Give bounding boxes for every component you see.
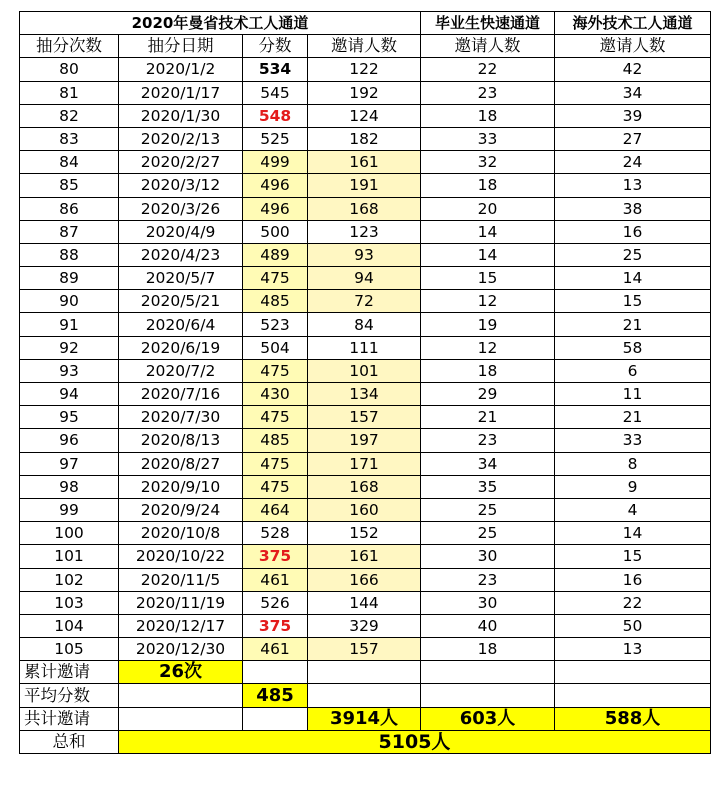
cell-score: 545 xyxy=(243,81,308,104)
table-row xyxy=(20,313,711,336)
cell-grad-invitations: 18 xyxy=(421,174,555,197)
average-value: 485 xyxy=(243,684,308,707)
cell-score: 525 xyxy=(243,127,308,150)
cell-grad-invitations: 23 xyxy=(421,568,555,591)
cell-invitations: 161 xyxy=(308,151,421,174)
cell-draw-number: 85 xyxy=(20,174,119,197)
col-header-date: 抽分日期 xyxy=(119,35,243,58)
cell-grad-invitations: 29 xyxy=(421,383,555,406)
cell-overseas-invitations: 38 xyxy=(555,197,711,220)
cell-draw-date: 2020/5/21 xyxy=(119,290,243,313)
cell-draw-date: 2020/11/5 xyxy=(119,568,243,591)
cell-draw-number: 102 xyxy=(20,568,119,591)
average-label: 平均分数 xyxy=(20,684,119,707)
cell-overseas-invitations: 33 xyxy=(555,429,711,452)
cell-draw-date: 2020/6/4 xyxy=(119,313,243,336)
cell-draw-number: 97 xyxy=(20,452,119,475)
cell-grad-invitations: 14 xyxy=(421,243,555,266)
cell-invitations: 182 xyxy=(308,127,421,150)
header-grad-stream: 毕业生快速通道 xyxy=(421,12,555,35)
cell-score: 475 xyxy=(243,406,308,429)
cell-grad-invitations: 30 xyxy=(421,545,555,568)
table-row xyxy=(20,452,711,475)
cell-overseas-invitations: 15 xyxy=(555,545,711,568)
cell-invitations: 192 xyxy=(308,81,421,104)
cell-draw-number: 86 xyxy=(20,197,119,220)
empty-cell xyxy=(243,707,308,730)
cell-grad-invitations: 40 xyxy=(421,614,555,637)
table-row xyxy=(20,359,711,382)
cell-draw-date: 2020/5/7 xyxy=(119,267,243,290)
cell-score: 489 xyxy=(243,243,308,266)
cell-overseas-invitations: 27 xyxy=(555,127,711,150)
empty-cell xyxy=(119,707,243,730)
cell-invitations: 152 xyxy=(308,522,421,545)
cell-overseas-invitations: 15 xyxy=(555,290,711,313)
cell-draw-number: 103 xyxy=(20,591,119,614)
cell-score: 375 xyxy=(243,614,308,637)
cell-invitations: 123 xyxy=(308,220,421,243)
cell-grad-invitations: 25 xyxy=(421,498,555,521)
cell-grad-invitations: 23 xyxy=(421,429,555,452)
sum-label: 总和 xyxy=(20,730,119,753)
cell-overseas-invitations: 21 xyxy=(555,313,711,336)
cell-invitations: 191 xyxy=(308,174,421,197)
table-row xyxy=(20,498,711,521)
cell-draw-date: 2020/3/12 xyxy=(119,174,243,197)
cell-invitations: 157 xyxy=(308,406,421,429)
cell-score: 534 xyxy=(243,58,308,81)
cell-grad-invitations: 32 xyxy=(421,151,555,174)
cumulative-label: 累计邀请 xyxy=(20,661,119,684)
cell-overseas-invitations: 58 xyxy=(555,336,711,359)
cell-overseas-invitations: 6 xyxy=(555,359,711,382)
cell-draw-date: 2020/4/9 xyxy=(119,220,243,243)
table-row xyxy=(20,475,711,498)
col-header-grad-invitations: 邀请人数 xyxy=(421,35,555,58)
cell-grad-invitations: 34 xyxy=(421,452,555,475)
cell-grad-invitations: 33 xyxy=(421,127,555,150)
cell-draw-number: 80 xyxy=(20,58,119,81)
cell-draw-date: 2020/8/27 xyxy=(119,452,243,475)
cell-draw-date: 2020/7/16 xyxy=(119,383,243,406)
cell-grad-invitations: 22 xyxy=(421,58,555,81)
sum-value: 5105人 xyxy=(119,730,711,753)
cell-invitations: 94 xyxy=(308,267,421,290)
cell-draw-date: 2020/1/17 xyxy=(119,81,243,104)
cell-score: 375 xyxy=(243,545,308,568)
table-row xyxy=(20,81,711,104)
total-label: 共计邀请 xyxy=(20,707,119,730)
cell-invitations: 134 xyxy=(308,383,421,406)
cell-invitations: 157 xyxy=(308,638,421,661)
summary-row-sum xyxy=(20,730,711,753)
summary-row-average xyxy=(20,684,711,707)
cell-draw-date: 2020/9/24 xyxy=(119,498,243,521)
cell-grad-invitations: 12 xyxy=(421,290,555,313)
cell-score: 528 xyxy=(243,522,308,545)
total-grad-value: 603人 xyxy=(421,707,555,730)
total-overseas-value: 588人 xyxy=(555,707,711,730)
table-row xyxy=(20,638,711,661)
cell-overseas-invitations: 24 xyxy=(555,151,711,174)
summary-row-total xyxy=(20,707,711,730)
table-row xyxy=(20,522,711,545)
cell-draw-date: 2020/2/13 xyxy=(119,127,243,150)
cell-draw-number: 95 xyxy=(20,406,119,429)
cell-overseas-invitations: 13 xyxy=(555,174,711,197)
cell-draw-number: 84 xyxy=(20,151,119,174)
cell-overseas-invitations: 22 xyxy=(555,591,711,614)
cell-score: 430 xyxy=(243,383,308,406)
table-row xyxy=(20,406,711,429)
cell-invitations: 72 xyxy=(308,290,421,313)
cell-invitations: 93 xyxy=(308,243,421,266)
cell-overseas-invitations: 34 xyxy=(555,81,711,104)
cell-invitations: 122 xyxy=(308,58,421,81)
cell-draw-number: 105 xyxy=(20,638,119,661)
cell-score: 475 xyxy=(243,475,308,498)
cell-score: 485 xyxy=(243,429,308,452)
cell-score: 461 xyxy=(243,638,308,661)
empty-cell xyxy=(421,684,555,707)
cell-invitations: 166 xyxy=(308,568,421,591)
cell-draw-number: 91 xyxy=(20,313,119,336)
table-row xyxy=(20,429,711,452)
cell-score: 496 xyxy=(243,197,308,220)
col-header-invitations: 邀请人数 xyxy=(308,35,421,58)
table-row xyxy=(20,174,711,197)
col-header-draw: 抽分次数 xyxy=(20,35,119,58)
cell-overseas-invitations: 14 xyxy=(555,522,711,545)
cell-overseas-invitations: 8 xyxy=(555,452,711,475)
cell-draw-number: 87 xyxy=(20,220,119,243)
cell-overseas-invitations: 4 xyxy=(555,498,711,521)
cell-grad-invitations: 23 xyxy=(421,81,555,104)
cell-grad-invitations: 15 xyxy=(421,267,555,290)
cell-overseas-invitations: 50 xyxy=(555,614,711,637)
cell-invitations: 329 xyxy=(308,614,421,637)
cell-score: 548 xyxy=(243,104,308,127)
cell-overseas-invitations: 21 xyxy=(555,406,711,429)
header-overseas-stream: 海外技术工人通道 xyxy=(555,12,711,35)
cell-overseas-invitations: 16 xyxy=(555,568,711,591)
cell-score: 500 xyxy=(243,220,308,243)
header-main-stream: 2020年曼省技术工人通道 xyxy=(20,12,421,35)
col-header-overseas-invitations: 邀请人数 xyxy=(555,35,711,58)
draw-table xyxy=(19,11,711,754)
table-row xyxy=(20,568,711,591)
cell-invitations: 111 xyxy=(308,336,421,359)
cell-grad-invitations: 19 xyxy=(421,313,555,336)
cell-score: 461 xyxy=(243,568,308,591)
cell-score: 504 xyxy=(243,336,308,359)
cell-overseas-invitations: 42 xyxy=(555,58,711,81)
cell-draw-date: 2020/8/13 xyxy=(119,429,243,452)
empty-cell xyxy=(421,661,555,684)
cell-draw-date: 2020/7/2 xyxy=(119,359,243,382)
cell-invitations: 168 xyxy=(308,475,421,498)
cell-grad-invitations: 18 xyxy=(421,104,555,127)
cell-draw-date: 2020/6/19 xyxy=(119,336,243,359)
empty-cell xyxy=(555,661,711,684)
cell-invitations: 171 xyxy=(308,452,421,475)
cell-grad-invitations: 14 xyxy=(421,220,555,243)
cell-invitations: 101 xyxy=(308,359,421,382)
cell-overseas-invitations: 39 xyxy=(555,104,711,127)
cell-draw-number: 90 xyxy=(20,290,119,313)
empty-cell xyxy=(243,661,308,684)
table-body xyxy=(20,58,711,661)
cell-draw-date: 2020/10/8 xyxy=(119,522,243,545)
cell-invitations: 168 xyxy=(308,197,421,220)
cell-draw-number: 88 xyxy=(20,243,119,266)
table-row xyxy=(20,267,711,290)
summary-row-cumulative xyxy=(20,661,711,684)
cell-draw-number: 104 xyxy=(20,614,119,637)
table-row xyxy=(20,591,711,614)
table-row xyxy=(20,127,711,150)
table-row xyxy=(20,58,711,81)
cell-draw-number: 82 xyxy=(20,104,119,127)
table-row xyxy=(20,336,711,359)
table-row xyxy=(20,220,711,243)
cell-grad-invitations: 20 xyxy=(421,197,555,220)
cell-draw-date: 2020/4/23 xyxy=(119,243,243,266)
cell-invitations: 160 xyxy=(308,498,421,521)
cell-overseas-invitations: 25 xyxy=(555,243,711,266)
cell-draw-date: 2020/12/30 xyxy=(119,638,243,661)
cell-draw-number: 83 xyxy=(20,127,119,150)
column-header-row xyxy=(20,35,711,58)
empty-cell xyxy=(308,661,421,684)
cell-overseas-invitations: 14 xyxy=(555,267,711,290)
cell-draw-number: 93 xyxy=(20,359,119,382)
cell-score: 485 xyxy=(243,290,308,313)
cell-draw-date: 2020/3/26 xyxy=(119,197,243,220)
cell-draw-number: 101 xyxy=(20,545,119,568)
cell-draw-number: 92 xyxy=(20,336,119,359)
cell-draw-date: 2020/7/30 xyxy=(119,406,243,429)
table-row xyxy=(20,104,711,127)
table-row xyxy=(20,197,711,220)
cell-invitations: 84 xyxy=(308,313,421,336)
cumulative-value: 26次 xyxy=(119,661,243,684)
cell-invitations: 197 xyxy=(308,429,421,452)
cell-draw-date: 2020/1/2 xyxy=(119,58,243,81)
draw-table-wrapper xyxy=(19,11,711,754)
table-row xyxy=(20,290,711,313)
cell-draw-number: 100 xyxy=(20,522,119,545)
cell-draw-date: 2020/9/10 xyxy=(119,475,243,498)
cell-score: 523 xyxy=(243,313,308,336)
table-row xyxy=(20,383,711,406)
cell-score: 475 xyxy=(243,267,308,290)
table-row xyxy=(20,151,711,174)
cell-grad-invitations: 25 xyxy=(421,522,555,545)
table-row xyxy=(20,545,711,568)
cell-draw-number: 99 xyxy=(20,498,119,521)
table-row xyxy=(20,243,711,266)
cell-score: 499 xyxy=(243,151,308,174)
cell-draw-number: 96 xyxy=(20,429,119,452)
total-main-value: 3914人 xyxy=(308,707,421,730)
cell-score: 464 xyxy=(243,498,308,521)
cell-grad-invitations: 21 xyxy=(421,406,555,429)
cell-draw-date: 2020/2/27 xyxy=(119,151,243,174)
cell-draw-date: 2020/1/30 xyxy=(119,104,243,127)
empty-cell xyxy=(119,684,243,707)
cell-score: 526 xyxy=(243,591,308,614)
cell-grad-invitations: 18 xyxy=(421,638,555,661)
empty-cell xyxy=(308,684,421,707)
cell-invitations: 144 xyxy=(308,591,421,614)
cell-overseas-invitations: 9 xyxy=(555,475,711,498)
cell-grad-invitations: 35 xyxy=(421,475,555,498)
cell-overseas-invitations: 11 xyxy=(555,383,711,406)
cell-draw-number: 98 xyxy=(20,475,119,498)
cell-draw-number: 94 xyxy=(20,383,119,406)
cell-overseas-invitations: 16 xyxy=(555,220,711,243)
empty-cell xyxy=(555,684,711,707)
cell-draw-date: 2020/11/19 xyxy=(119,591,243,614)
group-header-row xyxy=(20,12,711,35)
cell-invitations: 124 xyxy=(308,104,421,127)
cell-grad-invitations: 30 xyxy=(421,591,555,614)
cell-grad-invitations: 18 xyxy=(421,359,555,382)
cell-draw-date: 2020/12/17 xyxy=(119,614,243,637)
table-row xyxy=(20,614,711,637)
col-header-score: 分数 xyxy=(243,35,308,58)
cell-score: 475 xyxy=(243,452,308,475)
cell-draw-number: 81 xyxy=(20,81,119,104)
cell-draw-date: 2020/10/22 xyxy=(119,545,243,568)
cell-overseas-invitations: 13 xyxy=(555,638,711,661)
cell-invitations: 161 xyxy=(308,545,421,568)
cell-draw-number: 89 xyxy=(20,267,119,290)
cell-score: 475 xyxy=(243,359,308,382)
cell-grad-invitations: 12 xyxy=(421,336,555,359)
cell-score: 496 xyxy=(243,174,308,197)
